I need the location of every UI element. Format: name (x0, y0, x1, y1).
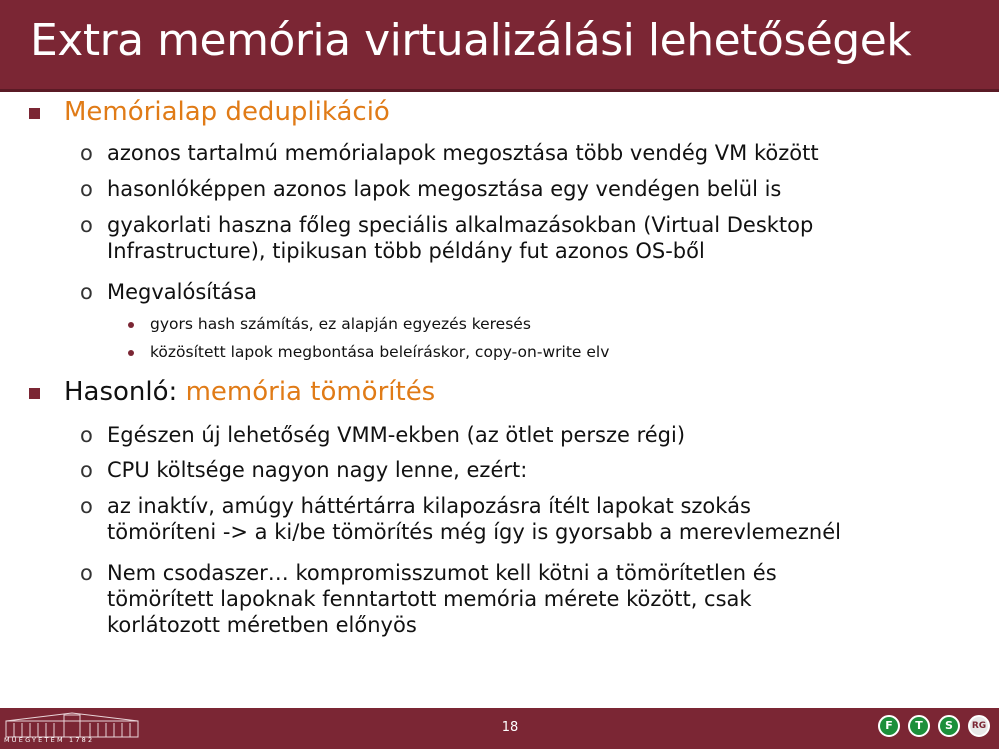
list-item: azonos tartalmú memórialapok megosztása több vendég VM között (107, 141, 819, 165)
list-item: hasonlóképpen azonos lapok megosztása egy vendégen belül is (107, 177, 782, 201)
ftsrg-t-logo-icon: T (908, 715, 930, 737)
ftsrg-f-logo-icon: F (878, 715, 900, 737)
circle-bullet-icon: o (80, 458, 93, 482)
list-item: Nem csodaszer… kompromisszumot kell kötni a tömörítetlen és (107, 561, 777, 585)
circle-bullet-icon: o (80, 423, 93, 447)
ftsrg-rg-logo-icon: RG (968, 715, 990, 737)
list-item-continuation: Infrastructure), tipikusan több példány fut azonos OS-ből (107, 239, 705, 263)
list-item-continuation: korlátozott méretben előnyös (107, 613, 417, 637)
circle-bullet-icon: o (80, 561, 93, 585)
circle-bullet-icon: o (80, 213, 93, 237)
page-number: 18 (501, 720, 519, 735)
circle-bullet-icon: o (80, 494, 93, 518)
department-logos (876, 712, 996, 746)
title-bar (0, 0, 999, 92)
list-item-continuation: tömörített lapoknak fenntartott memória mérete között, csak (107, 587, 752, 611)
slide-content (0, 92, 999, 702)
sub-list-item: közösített lapok megbontása beleíráskor, copy-on-write elv (150, 343, 610, 361)
square-bullet-icon (29, 108, 40, 119)
section-heading-prefix: Hasonló: (64, 377, 186, 407)
dot-bullet-icon (128, 350, 134, 356)
circle-bullet-icon: o (80, 141, 93, 165)
square-bullet-icon (29, 388, 40, 399)
university-caption: MŰEGYETEM 1782 (4, 736, 95, 744)
circle-bullet-icon: o (80, 177, 93, 201)
section-heading-accent: memória tömörítés (185, 377, 436, 407)
circle-bullet-icon: o (80, 280, 93, 304)
slide-title: Extra memória virtualizálási lehetőségek (30, 15, 912, 66)
list-item: gyakorlati haszna főleg speciális alkalmazásokban (Virtual Desktop (107, 213, 814, 237)
list-item: az inaktív, amúgy háttértárra kilapozásra ítélt lapokat szokás (107, 494, 751, 518)
footer-bar (0, 708, 999, 749)
section-heading-compression (64, 377, 435, 407)
sub-list-item: gyors hash számítás, ez alapján egyezés keresés (150, 315, 531, 333)
ftsrg-s-logo-icon: S (938, 715, 960, 737)
list-item-continuation: tömöríteni -> a ki/be tömörítés még így is gyorsabb a merevlemeznél (107, 520, 841, 544)
dot-bullet-icon (128, 322, 134, 328)
section-heading-dedup: Memórialap deduplikáció (64, 97, 390, 127)
list-item: Egészen új lehetőség VMM-ekben (az ötlet persze régi) (107, 423, 686, 447)
list-item: CPU költsége nagyon nagy lenne, ezért: (107, 458, 528, 482)
list-item: Megvalósítása (107, 280, 258, 304)
